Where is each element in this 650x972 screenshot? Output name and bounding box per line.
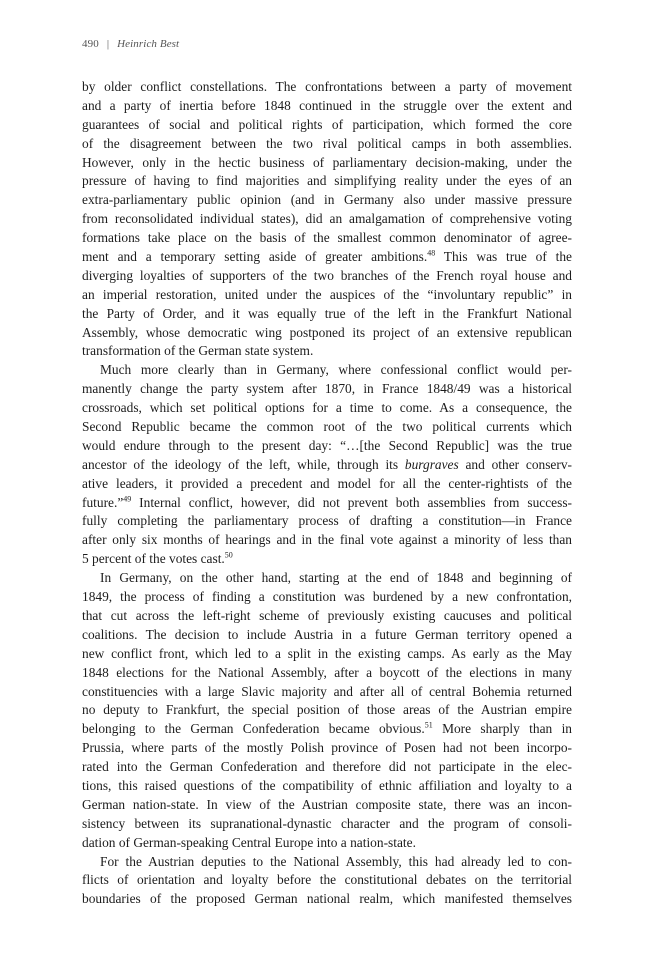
text-line: manently change the party system after 1870, in France 1848/49 was a historical <box>82 381 572 397</box>
text-line: In Germany, on the other hand, starting at the end of 1848 and beginning of <box>100 570 572 586</box>
running-head-author: Heinrich Best <box>117 38 180 50</box>
text-line: transformation of the German state system. <box>82 343 314 359</box>
text-line: belonging to the German Confederation became obvious.$^{51}$ More sharply than in <box>82 720 572 737</box>
text-line: no deputy to Frankfurt, the special position of those areas of the Austrian empire <box>82 702 572 718</box>
running-head <box>82 38 572 54</box>
text-line: formations take place on the basis of the smallest common denominator of agree- <box>82 230 572 246</box>
text-line: sistency between its supranational-dynastic character and the program of consoli- <box>82 815 572 831</box>
text-line: from reconsolidated individual states), did an amalgamation of comprehensive voting <box>82 211 572 227</box>
text-line: of the disagreement between the two rival political camps in both assemblies. <box>82 135 572 151</box>
text-line: pressure of having to find majorities and simplifying reality under the eyes of an <box>82 173 572 189</box>
footnote-ref: 51 <box>424 720 433 730</box>
text-line: fully completing the parliamentary process of drafting a constitution—in France <box>82 513 572 529</box>
text-line: Prussia, where parts of the mostly Polish province of Posen had not been incorpo- <box>82 740 572 756</box>
text-line: the Party of Order, and it was equally true of the left in the Frankfurt National <box>82 305 572 321</box>
text-line: flicts of orientation and loyalty before the constitutional debates on the territorial <box>82 872 572 888</box>
header-separator: | <box>106 38 110 50</box>
text-line: Second Republic became the common root of the two political currents which <box>82 419 572 435</box>
text-line: ment and a temporary setting aside of greater ambitions.$^{48}$ This was true of the <box>82 248 572 265</box>
text-line: constituencies with a large Slavic majority and after all of central Bohemia returned <box>82 683 572 699</box>
text-line: For the Austrian deputies to the National Assembly, this had already led to con- <box>100 853 572 869</box>
text-line: future.”$^{49}$ Internal conflict, however, did not prevent both assemblies from success- <box>82 494 572 510</box>
text-line: 1848 elections for the National Assembly, after a boycott of the elections in many <box>82 664 572 680</box>
text-line: ative leaders, it provided a precedent and model for all the center-rightists of the <box>82 475 572 491</box>
paragraph <box>82 853 572 910</box>
text-line: diverging loyalties of supporters of the two branches of the French royal house and <box>82 267 572 283</box>
text-line: by older conflict constellations. The confrontations between a party of movement <box>82 79 572 94</box>
paragraph <box>82 361 572 569</box>
paragraph <box>82 569 572 852</box>
text-line: after only six months of hearings and in the final vote against a minority of less than <box>82 532 572 548</box>
text-line: crossroads, which set political options for a time to come. As a consequence, the <box>82 400 572 416</box>
text-line: dation of German-speaking Central Europe into a nation-state. <box>82 834 416 850</box>
page-number: 490 <box>82 38 99 50</box>
text-line: guarantees of social and political rights of participation, which formed the core <box>82 116 572 132</box>
text-line: 5 percent of the votes cast.$^{50}$ <box>82 550 233 567</box>
text-line: that cut across the left-right scheme of previously existing caucuses and political <box>82 607 572 623</box>
text-line: However, only in the hectic business of parliamentary decision-making, under the <box>82 154 572 170</box>
footnote-ref: 48 <box>427 248 436 258</box>
text-line: new conflict front, which led to a split in the existing camps. As early as the May <box>82 645 572 661</box>
footnote-ref: 49 <box>123 494 132 504</box>
text-line: boundaries of the proposed German national realm, which manifested themselves <box>82 891 572 907</box>
text-line: ancestor of the ideology of the left, while, through its burgraves and other conserv- <box>82 456 572 472</box>
text-line: would endure through to the present day: “…[the Second Republic] was the true <box>82 437 572 453</box>
text-line: Assembly, whose democratic wing postponed its project of an extensive republican <box>82 324 572 340</box>
text-line: and a party of inertia before 1848 continued in the struggle over the extent and <box>82 97 572 113</box>
text-line: German nation-state. In view of the Austrian composite state, there was an incon- <box>82 796 572 812</box>
paragraph <box>82 78 572 361</box>
text-line: extra-parliamentary public opinion (and in Germany also under massive pressure <box>82 192 572 208</box>
text-line: rated into the German Confederation and therefore did not participate in the elec- <box>82 759 572 775</box>
text-line: 1849, the process of finding a constitution was burdened by a new confrontation, <box>82 589 572 605</box>
footnote-ref: 50 <box>224 550 233 560</box>
italic-term: burgraves <box>404 456 459 472</box>
text-line: an imperial restoration, united under the auspices of the “involuntary republic” in <box>82 286 572 302</box>
book-page <box>82 38 572 909</box>
text-line: Much more clearly than in Germany, where confessional conflict would per- <box>100 362 572 378</box>
body-text <box>82 78 572 909</box>
text-line: coalitions. The decision to include Austria in a future German territory opened a <box>82 626 572 642</box>
text-line: tions, this raised questions of the compatibility of ethnic affiliation and loyalty to a <box>82 777 572 793</box>
